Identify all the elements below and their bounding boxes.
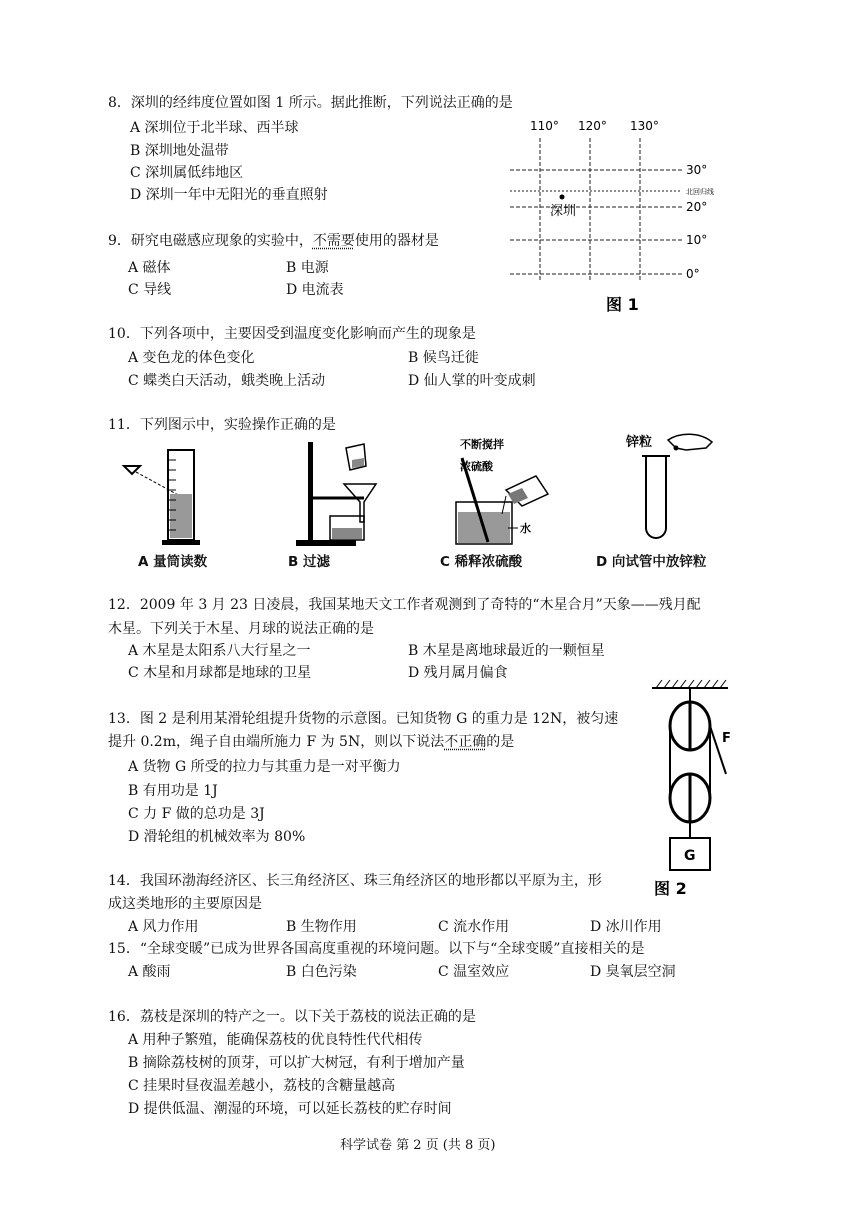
q11-caption-d: D 向试管中放锌粒: [596, 554, 707, 570]
q8-stem: 8．深圳的经纬度位置如图 1 所示。据此推断，下列说法正确的是: [108, 95, 513, 111]
q12-stem-line2: 木星。下列关于木星、月球的说法正确的是: [108, 621, 374, 637]
figure-1-caption: 图 1: [606, 295, 639, 314]
q16-stem: 16．荔枝是深圳的特产之一。以下关于荔枝的说法正确的是: [108, 1009, 476, 1025]
q12-option-b: B 木星是离地球最近的一颗恒星: [408, 643, 605, 659]
q10-option-b: B 候鸟迁徙: [408, 350, 479, 366]
q13-option-d: D 滑轮组的机械效率为 80%: [128, 829, 306, 845]
page-footer: 科学试卷 第 2 页 (共 8 页): [340, 1138, 496, 1153]
q13-option-b: B 有用功是 1J: [128, 783, 218, 799]
q14-option-a: A 风力作用: [128, 919, 199, 935]
figure-1-grid-map: [500, 112, 740, 322]
latitude-label-0: 0°: [686, 267, 700, 281]
q10-option-c: C 蝶类白天活动，蛾类晚上活动: [128, 373, 326, 389]
q12-stem-line1: 12．2009 年 3 月 23 日凌晨，我国某地天文工作者观测到了奇特的“木星合月”天象——残月配: [108, 597, 701, 613]
q11-figure-a-cylinder-reading: [118, 438, 228, 548]
latitude-label-10: 10°: [686, 233, 708, 247]
q13-option-a: A 货物 G 所受的拉力与其重力是一对平衡力: [128, 759, 401, 775]
force-label: F: [722, 731, 731, 746]
q14-option-b: B 生物作用: [286, 919, 357, 935]
stir-label: 不断搅拌: [460, 438, 504, 451]
q12-option-c: C 木星和月球都是地球的卫星: [128, 665, 312, 681]
q14-option-c: C 流水作用: [438, 919, 510, 935]
q10-stem: 10．下列各项中，主要因受到温度变化影响而产生的现象是: [108, 326, 476, 342]
q13-option-c: C 力 F 做的总功是 3J: [128, 806, 265, 822]
longitude-label-110: 110°: [530, 119, 559, 133]
q11-figure-c-dilution: [448, 438, 568, 548]
q8-option-c: C 深圳属低纬地区: [130, 165, 244, 181]
weight-label: G: [684, 848, 696, 864]
q9-option-c: C 导线: [128, 282, 172, 298]
tropic-of-cancer-label: 北回归线: [686, 188, 714, 196]
q14-stem-line2: 成这类地形的主要原因是: [108, 896, 262, 912]
latitude-label-20: 20°: [686, 200, 708, 214]
q15-option-b: B 白色污染: [286, 964, 357, 980]
q14-option-d: D 冰川作用: [590, 919, 662, 935]
q16-option-b: B 摘除荔枝树的顶芽，可以扩大树冠，有利于增加产量: [128, 1055, 465, 1071]
q15-stem: 15．“全球变暖”已成为世界各国高度重视的环境问题。以下与“全球变暖”直接相关的是: [108, 941, 645, 957]
q13-stem-line2: 提升 0.2m，绳子自由端所施力 F 为 5N，则以下说法不正确的是: [108, 734, 515, 750]
q10-option-a: A 变色龙的体色变化: [128, 350, 255, 366]
shenzhen-label: 深圳: [550, 204, 577, 219]
longitude-label-120: 120°: [578, 119, 607, 133]
q9-stem: 9．研究电磁感应现象的实验中，不需要使用的器材是: [108, 233, 439, 249]
q11-caption-c: C 稀释浓硫酸: [440, 554, 523, 570]
q11-caption-a: A 量筒读数: [138, 554, 208, 570]
q11-caption-b: B 过滤: [288, 554, 330, 570]
q15-option-c: C 温室效应: [438, 964, 510, 980]
q14-stem-line1: 14．我国环渤海经济区、长三角经济区、珠三角经济区的地形都以平原为主，形: [108, 873, 602, 889]
acid-label: 浓硫酸: [460, 460, 493, 473]
q11-figure-d-zinc-test-tube: [620, 428, 730, 546]
water-label: 水: [520, 522, 531, 535]
q13-emphasis: 不正确: [444, 734, 487, 750]
shenzhen-dot: [560, 195, 565, 200]
q10-option-d: D 仙人掌的叶变成刺: [408, 373, 536, 389]
longitude-label-130: 130°: [630, 119, 659, 133]
q15-option-a: A 酸雨: [128, 964, 171, 980]
q9-emphasis: 不需要: [312, 233, 355, 249]
q9-option-d: D 电流表: [286, 282, 344, 298]
q15-option-d: D 臭氧层空洞: [590, 964, 676, 980]
q11-figure-b-filtration: [292, 436, 402, 548]
latitude-label-30: 30°: [686, 163, 708, 177]
zinc-label: 锌粒: [626, 435, 653, 450]
q9-option-b: B 电源: [286, 260, 329, 276]
figure-2-caption: 图 2: [654, 879, 687, 898]
q16-option-d: D 提供低温、潮湿的环境，可以延长荔枝的贮存时间: [128, 1101, 452, 1117]
q12-option-a: A 木星是太阳系八大行星之一: [128, 643, 311, 659]
q12-option-d: D 残月属月偏食: [408, 665, 508, 681]
q8-option-a: A 深圳位于北半球、西半球: [130, 120, 299, 136]
q13-stem-line1: 13．图 2 是利用某滑轮组提升货物的示意图。已知货物 G 的重力是 12N，被匀速: [108, 711, 619, 727]
q16-option-c: C 挂果时昼夜温差越小，荔枝的含糖量越高: [128, 1078, 396, 1094]
q8-option-d: D 深圳一年中无阳光的垂直照射: [130, 187, 328, 203]
q11-stem: 11．下列图示中，实验操作正确的是: [108, 417, 336, 433]
q8-option-b: B 深圳地处温带: [130, 143, 229, 159]
q9-option-a: A 磁体: [128, 260, 171, 276]
q16-option-a: A 用种子繁殖，能确保荔枝的优良特性代代相传: [128, 1032, 423, 1048]
figure-2-pulley-system: [648, 676, 744, 900]
